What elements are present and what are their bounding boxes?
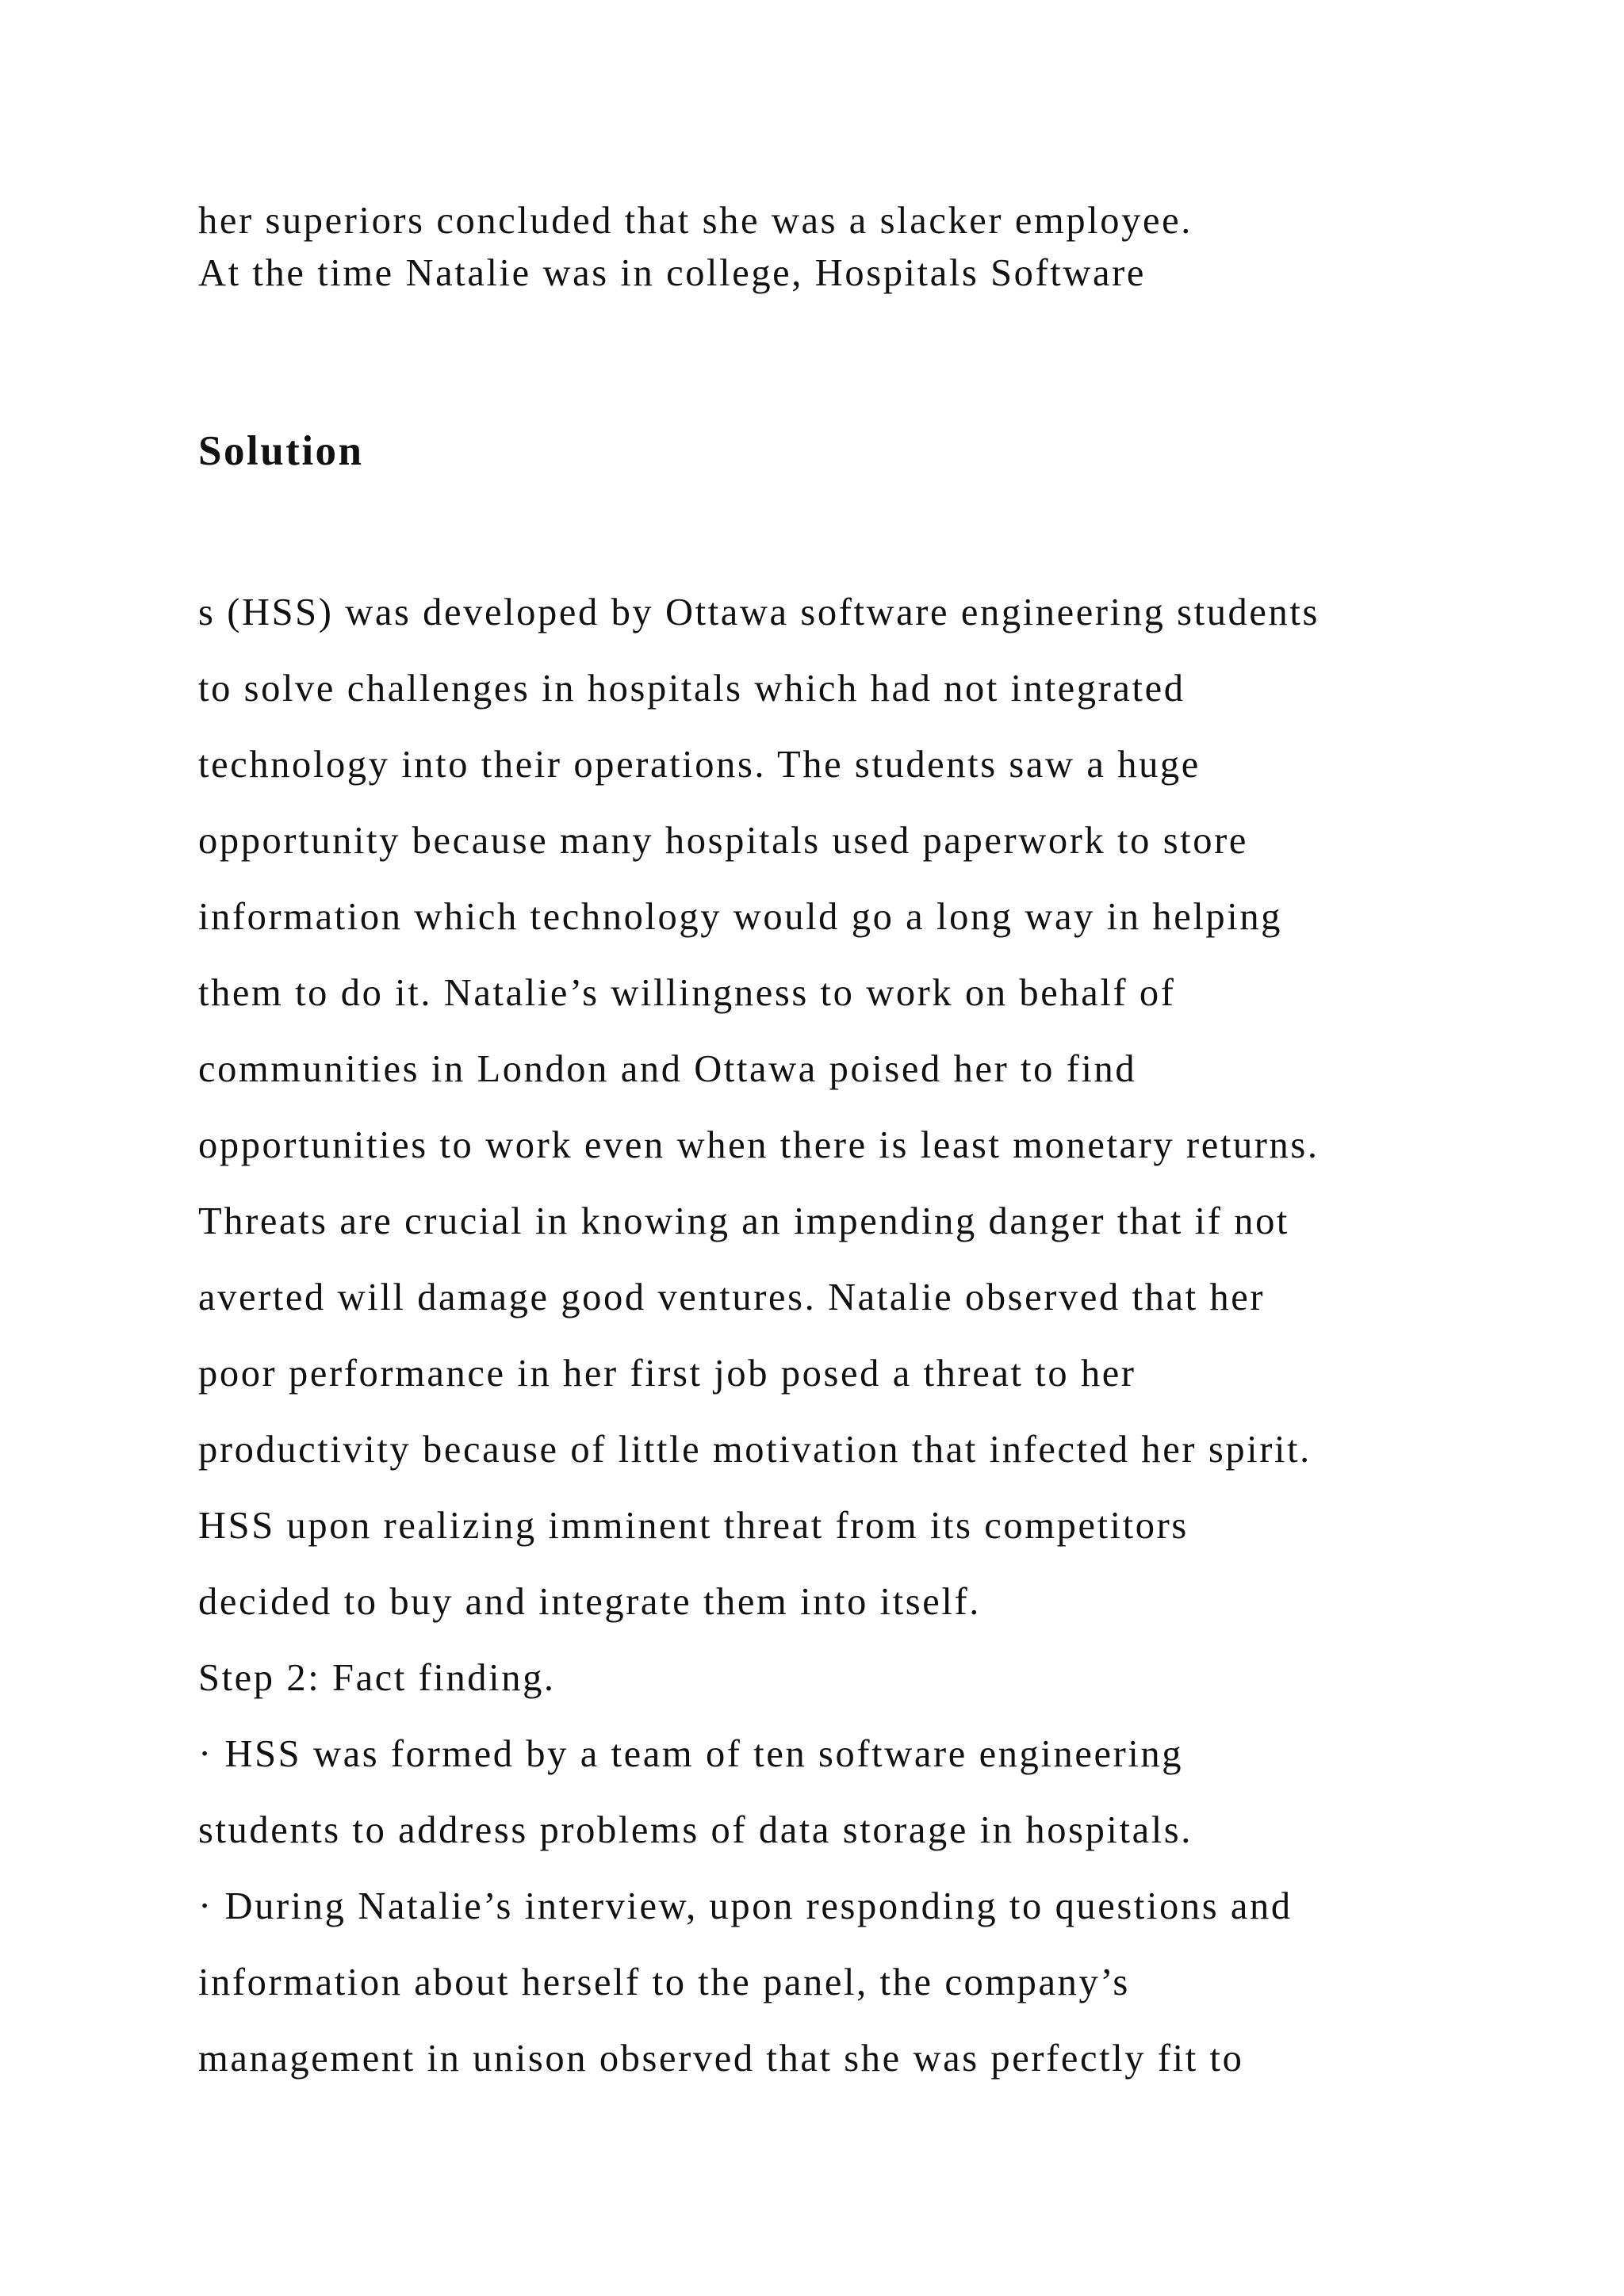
body-line-5: information which technology would go a long way in helping bbox=[198, 896, 1283, 938]
body-line-2: to solve challenges in hospitals which had not integrated bbox=[198, 668, 1185, 710]
body-line-4: opportunity because many hospitals used paperwork to store bbox=[198, 820, 1248, 862]
body-line-18: · During Natalie’s interview, upon responding to questions and bbox=[198, 1885, 1293, 1927]
body-line-16: · HSS was formed by a team of ten software engineering bbox=[198, 1733, 1184, 1775]
body-line-12: productivity because of little motivation that infected her spirit. bbox=[198, 1429, 1312, 1471]
body-line-17: students to address problems of data storage in hospitals. bbox=[198, 1809, 1193, 1851]
body-line-20: management in unison observed that she was perfectly fit to bbox=[198, 2038, 1244, 2080]
intro-line-1: her superiors concluded that she was a slacker employee. bbox=[198, 200, 1193, 242]
body-line-7: communities in London and Ottawa poised her to find bbox=[198, 1048, 1137, 1090]
body-line-3: technology into their operations. The students saw a huge bbox=[198, 744, 1201, 786]
body-line-11: poor performance in her first job posed a threat to her bbox=[198, 1353, 1136, 1395]
body-line-15: Step 2: Fact finding. bbox=[198, 1657, 556, 1699]
solution-heading: Solution bbox=[198, 428, 364, 474]
body-line-19: information about herself to the panel, the company’s bbox=[198, 1961, 1130, 2003]
body-line-6: them to do it. Natalie’s willingness to work on behalf of bbox=[198, 972, 1176, 1014]
intro-line-2: At the time Natalie was in college, Hospitals Software bbox=[198, 252, 1146, 294]
body-line-1: s (HSS) was developed by Ottawa software engineering students bbox=[198, 591, 1320, 633]
body-line-13: HSS upon realizing imminent threat from its competitors bbox=[198, 1505, 1189, 1547]
body-line-10: averted will damage good ventures. Natalie observed that her bbox=[198, 1276, 1266, 1318]
body-line-8: opportunities to work even when there is least monetary returns. bbox=[198, 1124, 1320, 1166]
body-line-9: Threats are crucial in knowing an impending danger that if not bbox=[198, 1200, 1289, 1242]
body-line-14: decided to buy and integrate them into itself. bbox=[198, 1581, 981, 1623]
